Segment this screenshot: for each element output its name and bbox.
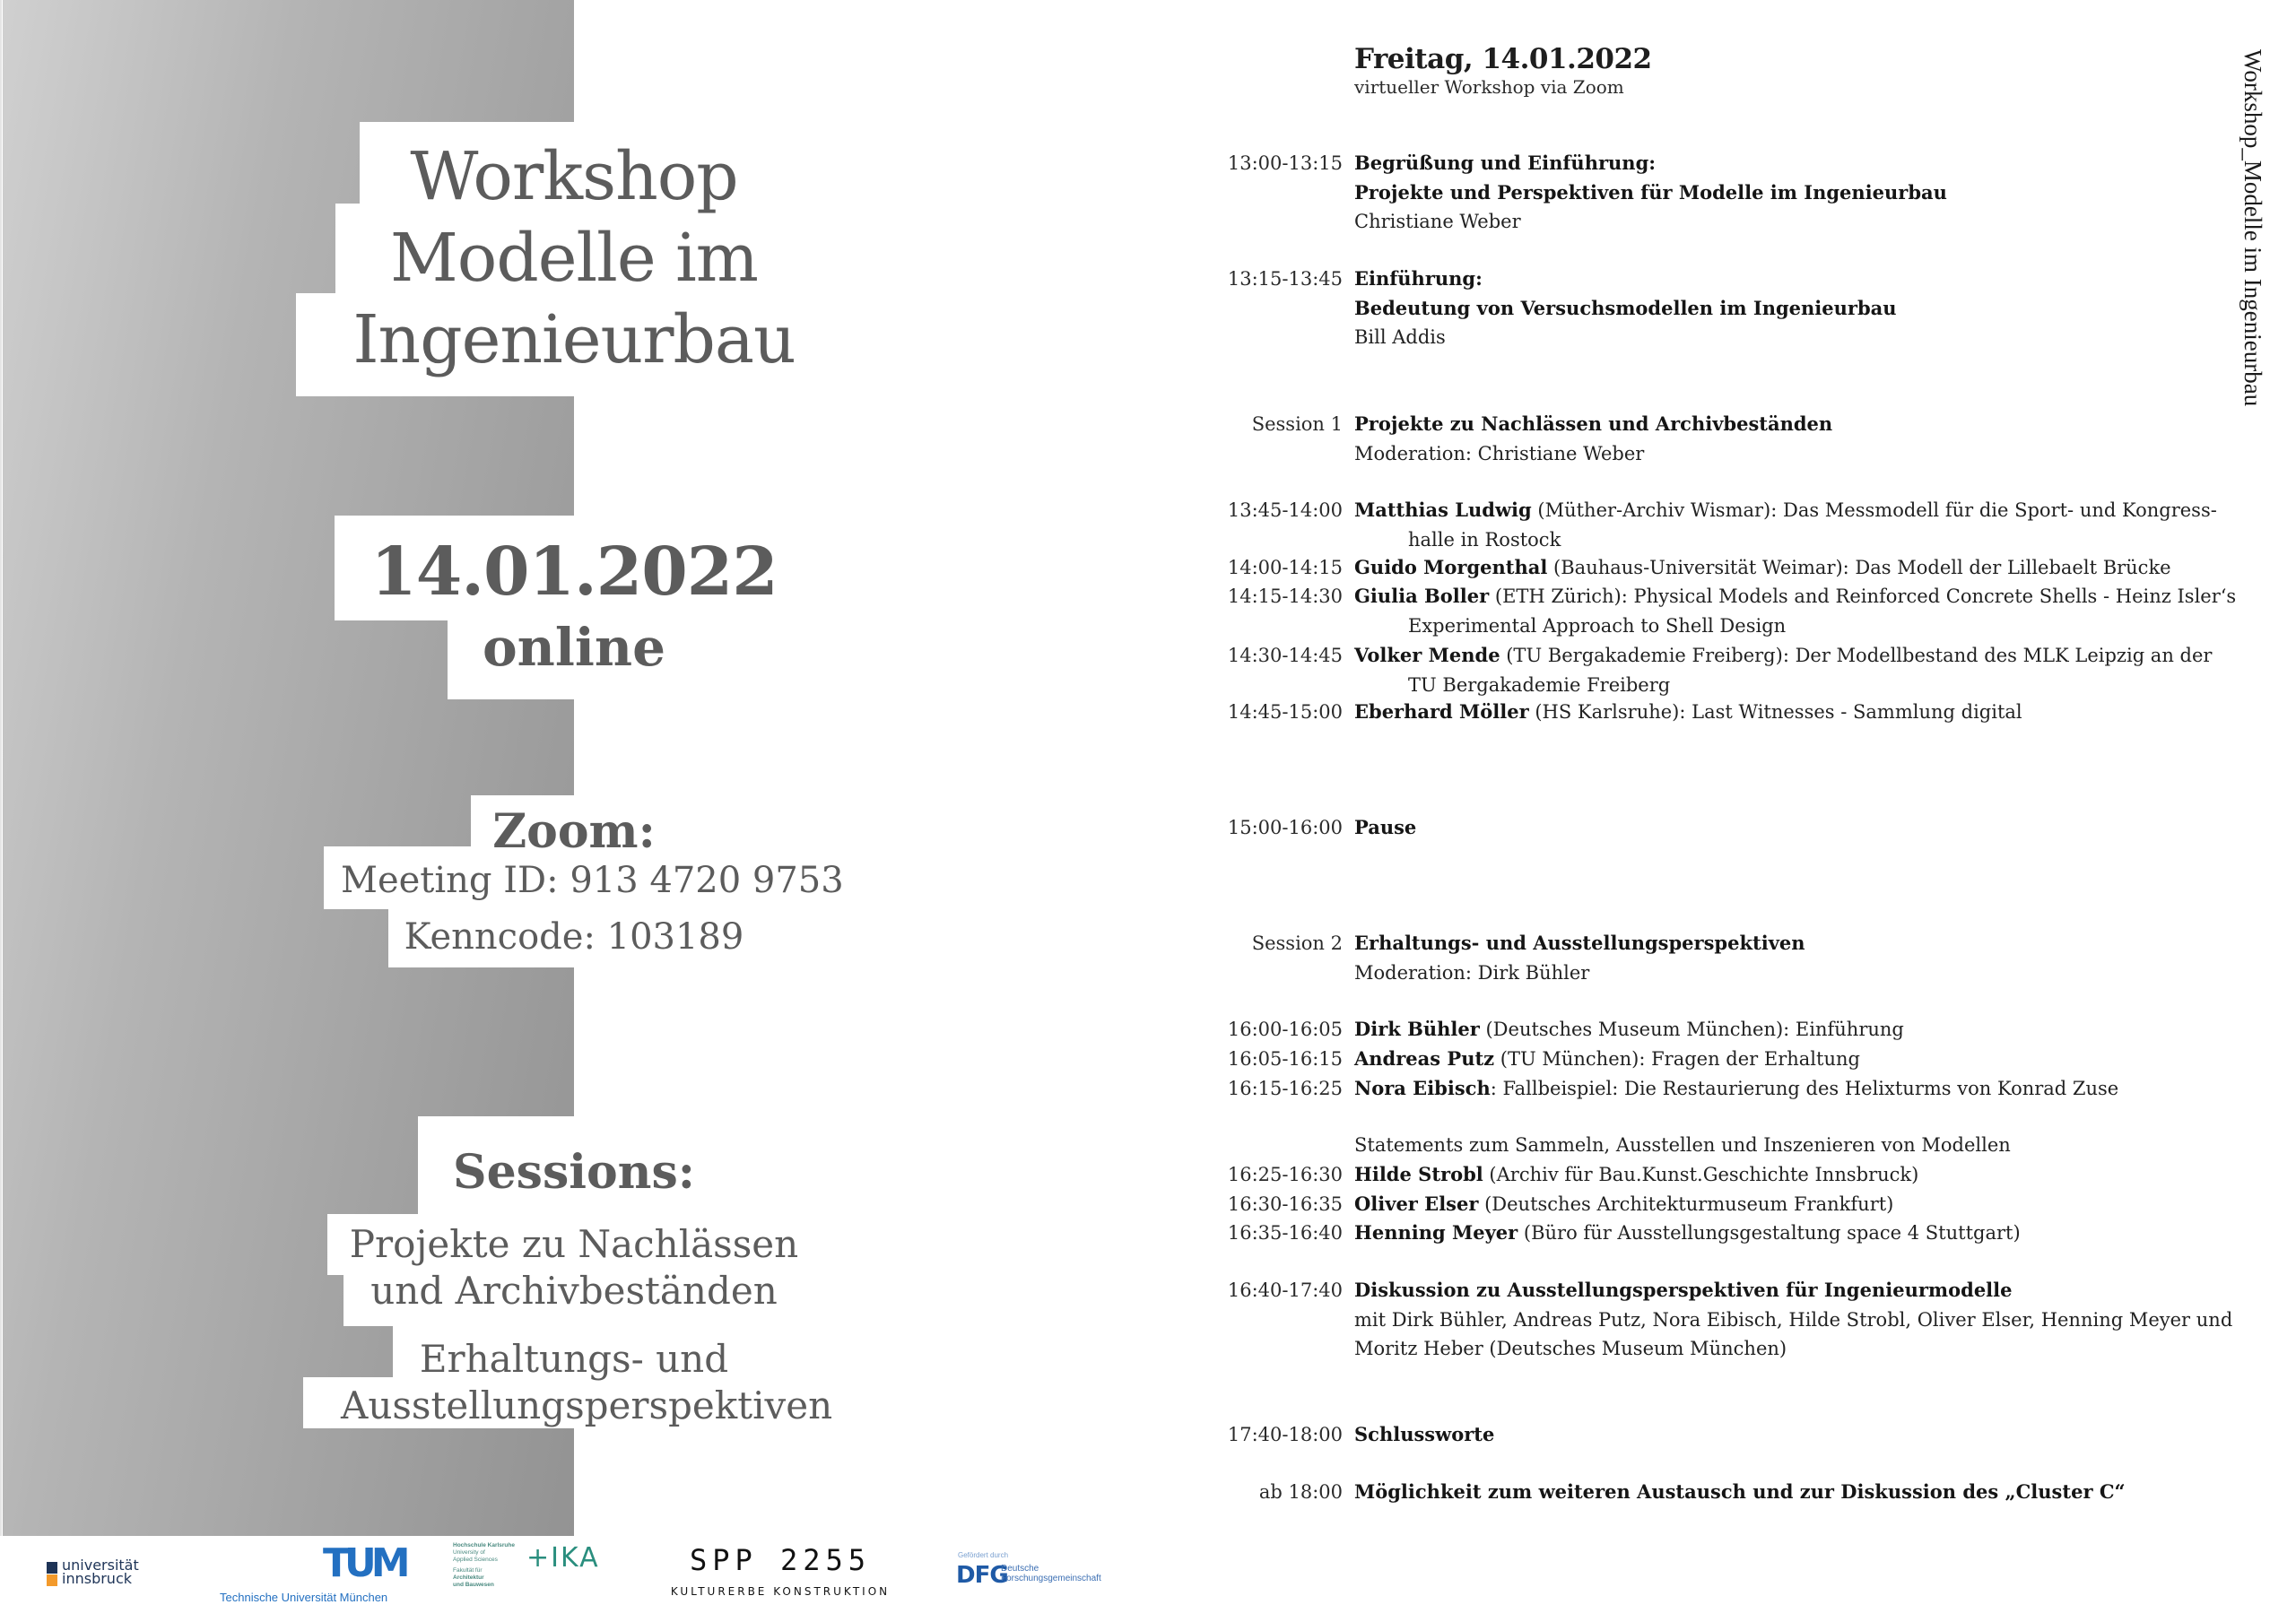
schedule-line-text: Christiane Weber [1354,211,1521,233]
uibk-line2: innsbruck [62,1570,132,1587]
schedule-line [1354,1334,2233,1364]
hka-line-3: Applied Sciences [453,1557,498,1563]
schedule-line [1354,1074,2233,1104]
schedule-time: 13:00-13:15 [1227,152,1343,174]
logo-dfg [951,1551,1130,1605]
schedule-line-bold: Projekte und Perspektiven für Modelle im Ingenieurbau [1354,180,1947,204]
schedule-line-text: (Deutsches Architekturmuseum Frankfurt) [1478,1193,1894,1215]
schedule-line [1354,929,2233,958]
schedule-time: 16:00-16:05 [1227,1019,1343,1040]
tum-mark-icon: TUM [323,1540,405,1586]
schedule-line-text: Bill Addis [1354,326,1446,349]
hka-line-1: Hochschule Karlsruhe [453,1542,515,1548]
schedule-line [1354,582,2237,612]
schedule-line-bold: Einführung: [1354,267,1483,290]
schedule-line [1354,1045,2233,1074]
schedule-line [1354,641,2233,671]
schedule-entry [1354,1478,2233,1507]
schedule-time: ab 18:00 [1258,1481,1343,1503]
schedule-line [1354,958,2233,988]
logo-universitaet-innsbruck [47,1557,163,1598]
schedule-line [1354,1160,2233,1190]
schedule-time: 14:00-14:15 [1227,557,1343,578]
dfg-name-1: Deutsche [1001,1564,1039,1574]
dfg-funded-label: Gefördert durch [958,1551,1009,1559]
schedule-line-text: (Archiv für Bau.Kunst.Geschichte Innsbruck) [1483,1164,1919,1185]
schedule-line-bold: Begrüßung und Einführung: [1354,152,1656,174]
schedule-line [1354,1478,2233,1507]
schedule-line [1354,612,2233,641]
schedule-entry [1354,496,2233,554]
session-2-line-1: Erhaltungs- und [419,1337,729,1381]
schedule-time: 16:40-17:40 [1227,1279,1343,1301]
schedule-line-bold: Giulia Boller [1354,585,1490,607]
uibk-line1: universität [62,1557,139,1574]
zoom-heading: Zoom: [492,804,656,859]
schedule-entry [1354,553,2233,583]
schedule-line-bold: Diskussion zu Ausstellungsperspektiven für Ingenieurmodelle [1354,1279,2013,1301]
schedule-line-bold: Dirk Bühler [1354,1018,1480,1040]
schedule-entry [1354,1219,2233,1248]
schedule-line [1354,1190,2233,1219]
schedule-entry [1354,641,2233,699]
schedule-line [1354,207,2233,237]
schedule-line-text: TU Bergakademie Freiberg [1408,673,1671,696]
schedule-line-text: Statements zum Sammeln, Ausstellen und Inszenieren von Modellen [1354,1134,2011,1156]
schedule-line [1354,813,2233,843]
schedule-line-bold: Projekte zu Nachlässen und Archivbeständen [1354,412,1833,435]
schedule-line [1354,496,2233,525]
schedule-line-bold: Matthias Ludwig [1354,499,1532,521]
schedule-line [1354,439,2233,469]
schedule-line-text: (TU München): Fragen der Erhaltung [1494,1048,1860,1070]
schedule-line [1354,698,2233,727]
schedule-line [1354,410,2233,439]
schedule-line-text: (Bauhaus-Universität Weimar): Das Modell der Lillebaelt Brücke [1547,557,2171,578]
dfg-name-2: Forschungsgemeinschaft [1001,1574,1101,1583]
schedule-time: 14:30-14:45 [1227,645,1343,666]
schedule-line [1354,1276,2233,1305]
schedule-line [1354,149,2233,178]
session-2-line-2: Ausstellungsperspektiven [341,1383,833,1427]
schedule-time: 16:35-16:40 [1227,1222,1343,1244]
panel-edge [0,0,2,1536]
schedule-line [1354,525,2233,555]
schedule-line-text: (Deutsches Museum München): Einführung [1479,1019,1904,1040]
schedule-line [1354,671,2233,700]
schedule-time: 16:25-16:30 [1227,1164,1343,1185]
schedule-entry [1354,1015,2233,1045]
schedule-time: 16:30-16:35 [1227,1193,1343,1215]
schedule-line [1354,1420,2233,1450]
schedule-entry [1354,265,2233,352]
schedule-line-text: (ETH Zürich): Physical Models and Reinforced Concrete Shells - Heinz Isler‘s [1489,585,2237,607]
logo-spp-2255 [664,1544,897,1607]
schedule-line-bold: Pause [1354,816,1417,838]
hka-line-2: University of [453,1549,485,1556]
schedule-time: 14:15-14:30 [1227,585,1343,607]
schedule-entry [1354,582,2237,640]
schedule-line [1354,1219,2233,1248]
schedule-line-text: (Büro für Ausstellungsgestaltung space 4 Stuttgart) [1518,1222,2021,1244]
schedule-time: 13:15-13:45 [1227,268,1343,290]
schedule-entry [1354,149,2233,237]
schedule-time: 16:15-16:25 [1227,1078,1343,1099]
schedule-line [1354,265,2233,294]
schedule-line [1354,1305,2233,1335]
schedule-line [1354,1131,2233,1160]
schedule-line [1354,1015,2233,1045]
hka-line-7: und Bauwesen [453,1582,494,1588]
schedule-time: 15:00-16:00 [1227,817,1343,838]
sessions-heading: Sessions: [453,1145,695,1200]
schedule-entry [1354,1074,2233,1104]
schedule-time: 14:45-15:00 [1227,701,1343,723]
schedule-time: 17:40-18:00 [1227,1424,1343,1445]
zoom-meeting-id: Meeting ID: 913 4720 9753 [341,860,844,901]
schedule-line-bold: Nora Eibisch [1354,1077,1491,1099]
schedule-line-bold: Guido Morgenthal [1354,556,1548,578]
spp-caption: KULTURERBE KONSTRUKTION [670,1585,891,1598]
session-1-line-1: Projekte zu Nachlässen [349,1222,799,1266]
schedule-entry [1354,1160,2233,1190]
schedule-line [1354,553,2233,583]
schedule-line-text: Moritz Heber (Deutsches Museum München) [1354,1338,1787,1360]
schedule-line-text: Experimental Approach to Shell Design [1408,614,1787,637]
schedule-line-bold: Möglichkeit zum weiteren Austausch und zur Diskussion des „Cluster C“ [1354,1480,2126,1503]
schedule-line-text: : Fallbeispiel: Die Restaurierung des Helixturms von Konrad Zuse [1490,1078,2119,1099]
schedule-entry [1354,929,2233,987]
schedule-time: 13:45-14:00 [1227,499,1343,521]
side-label: Workshop_Modelle im Ingenieurbau [2239,49,2266,407]
poster-date: 14.01.2022 [370,533,778,611]
schedule-line-bold: Oliver Elser [1354,1193,1479,1215]
schedule-entry [1354,1420,2233,1450]
schedule-line-bold: Erhaltungs- und Ausstellungsperspektiven [1354,932,1805,954]
schedule-line-bold: Andreas Putz [1354,1047,1495,1070]
schedule-entry [1354,698,2233,727]
poster-title-line-1: Workshop [410,138,738,215]
schedule-line-bold: Volker Mende [1354,644,1500,666]
schedule-line-text: halle in Rostock [1408,528,1561,551]
day-subtitle: virtueller Workshop via Zoom [1354,76,1624,98]
schedule-entry [1354,813,2233,843]
tum-caption: Technische Universität München [220,1591,388,1604]
schedule-entry [1354,1190,2233,1219]
hka-line-6: Architektur [453,1574,484,1581]
uibk-square-orange-icon [47,1574,57,1586]
spp-mark-icon: SPP 2255 [689,1543,872,1577]
session-1-line-2: und Archivbeständen [370,1269,778,1313]
schedule-time: 16:05-16:15 [1227,1048,1343,1070]
schedule-line-text: (HS Karlsruhe): Last Witnesses - Sammlung digital [1528,701,2022,723]
schedule-line-bold: Henning Meyer [1354,1221,1518,1244]
schedule-line-text: mit Dirk Bühler, Andreas Putz, Nora Eibisch, Hilde Strobl, Oliver Elser, Henning Meyer und [1354,1308,2233,1331]
schedule-line-text: (Müther-Archiv Wismar): Das Messmodell für die Sport- und Kongress- [1531,499,2217,521]
hka-mark-icon: +IKA [526,1542,600,1574]
schedule-line-bold: Schlussworte [1354,1423,1495,1445]
schedule-line [1354,323,2233,352]
schedule-entry [1354,1131,2233,1160]
schedule-line-bold: Bedeutung von Versuchsmodellen im Ingenieurbau [1354,296,1897,319]
schedule-line-text: Moderation: Christiane Weber [1354,442,1645,464]
poster-title-line-2: Modelle im [390,220,758,297]
schedule-line [1354,294,2233,324]
zoom-passcode: Kenncode: 103189 [404,916,744,958]
logo-tum [215,1540,405,1607]
schedule-time: Session 1 [1251,413,1343,435]
schedule-entry [1354,1045,2233,1074]
schedule-line [1354,178,2233,208]
poster-mode: online [483,617,665,678]
schedule-line-text: Moderation: Dirk Bühler [1354,961,1590,984]
uibk-square-icon [47,1562,57,1574]
day-title: Freitag, 14.01.2022 [1354,43,1652,75]
hka-line-5: Fakultät für [453,1567,483,1574]
schedule-line-bold: Eberhard Möller [1354,700,1529,723]
schedule-time: Session 2 [1251,932,1343,954]
schedule-line-bold: Hilde Strobl [1354,1163,1483,1185]
schedule-entry [1354,1276,2233,1364]
schedule-entry [1354,410,2233,468]
dfg-mark-icon: DFG [956,1562,1008,1589]
logo-hka [453,1542,614,1614]
schedule-line-text: (TU Bergakademie Freiberg): Der Modellbestand des MLK Leipzig an der [1500,645,2213,666]
poster-title-line-3: Ingenieurbau [352,301,796,378]
